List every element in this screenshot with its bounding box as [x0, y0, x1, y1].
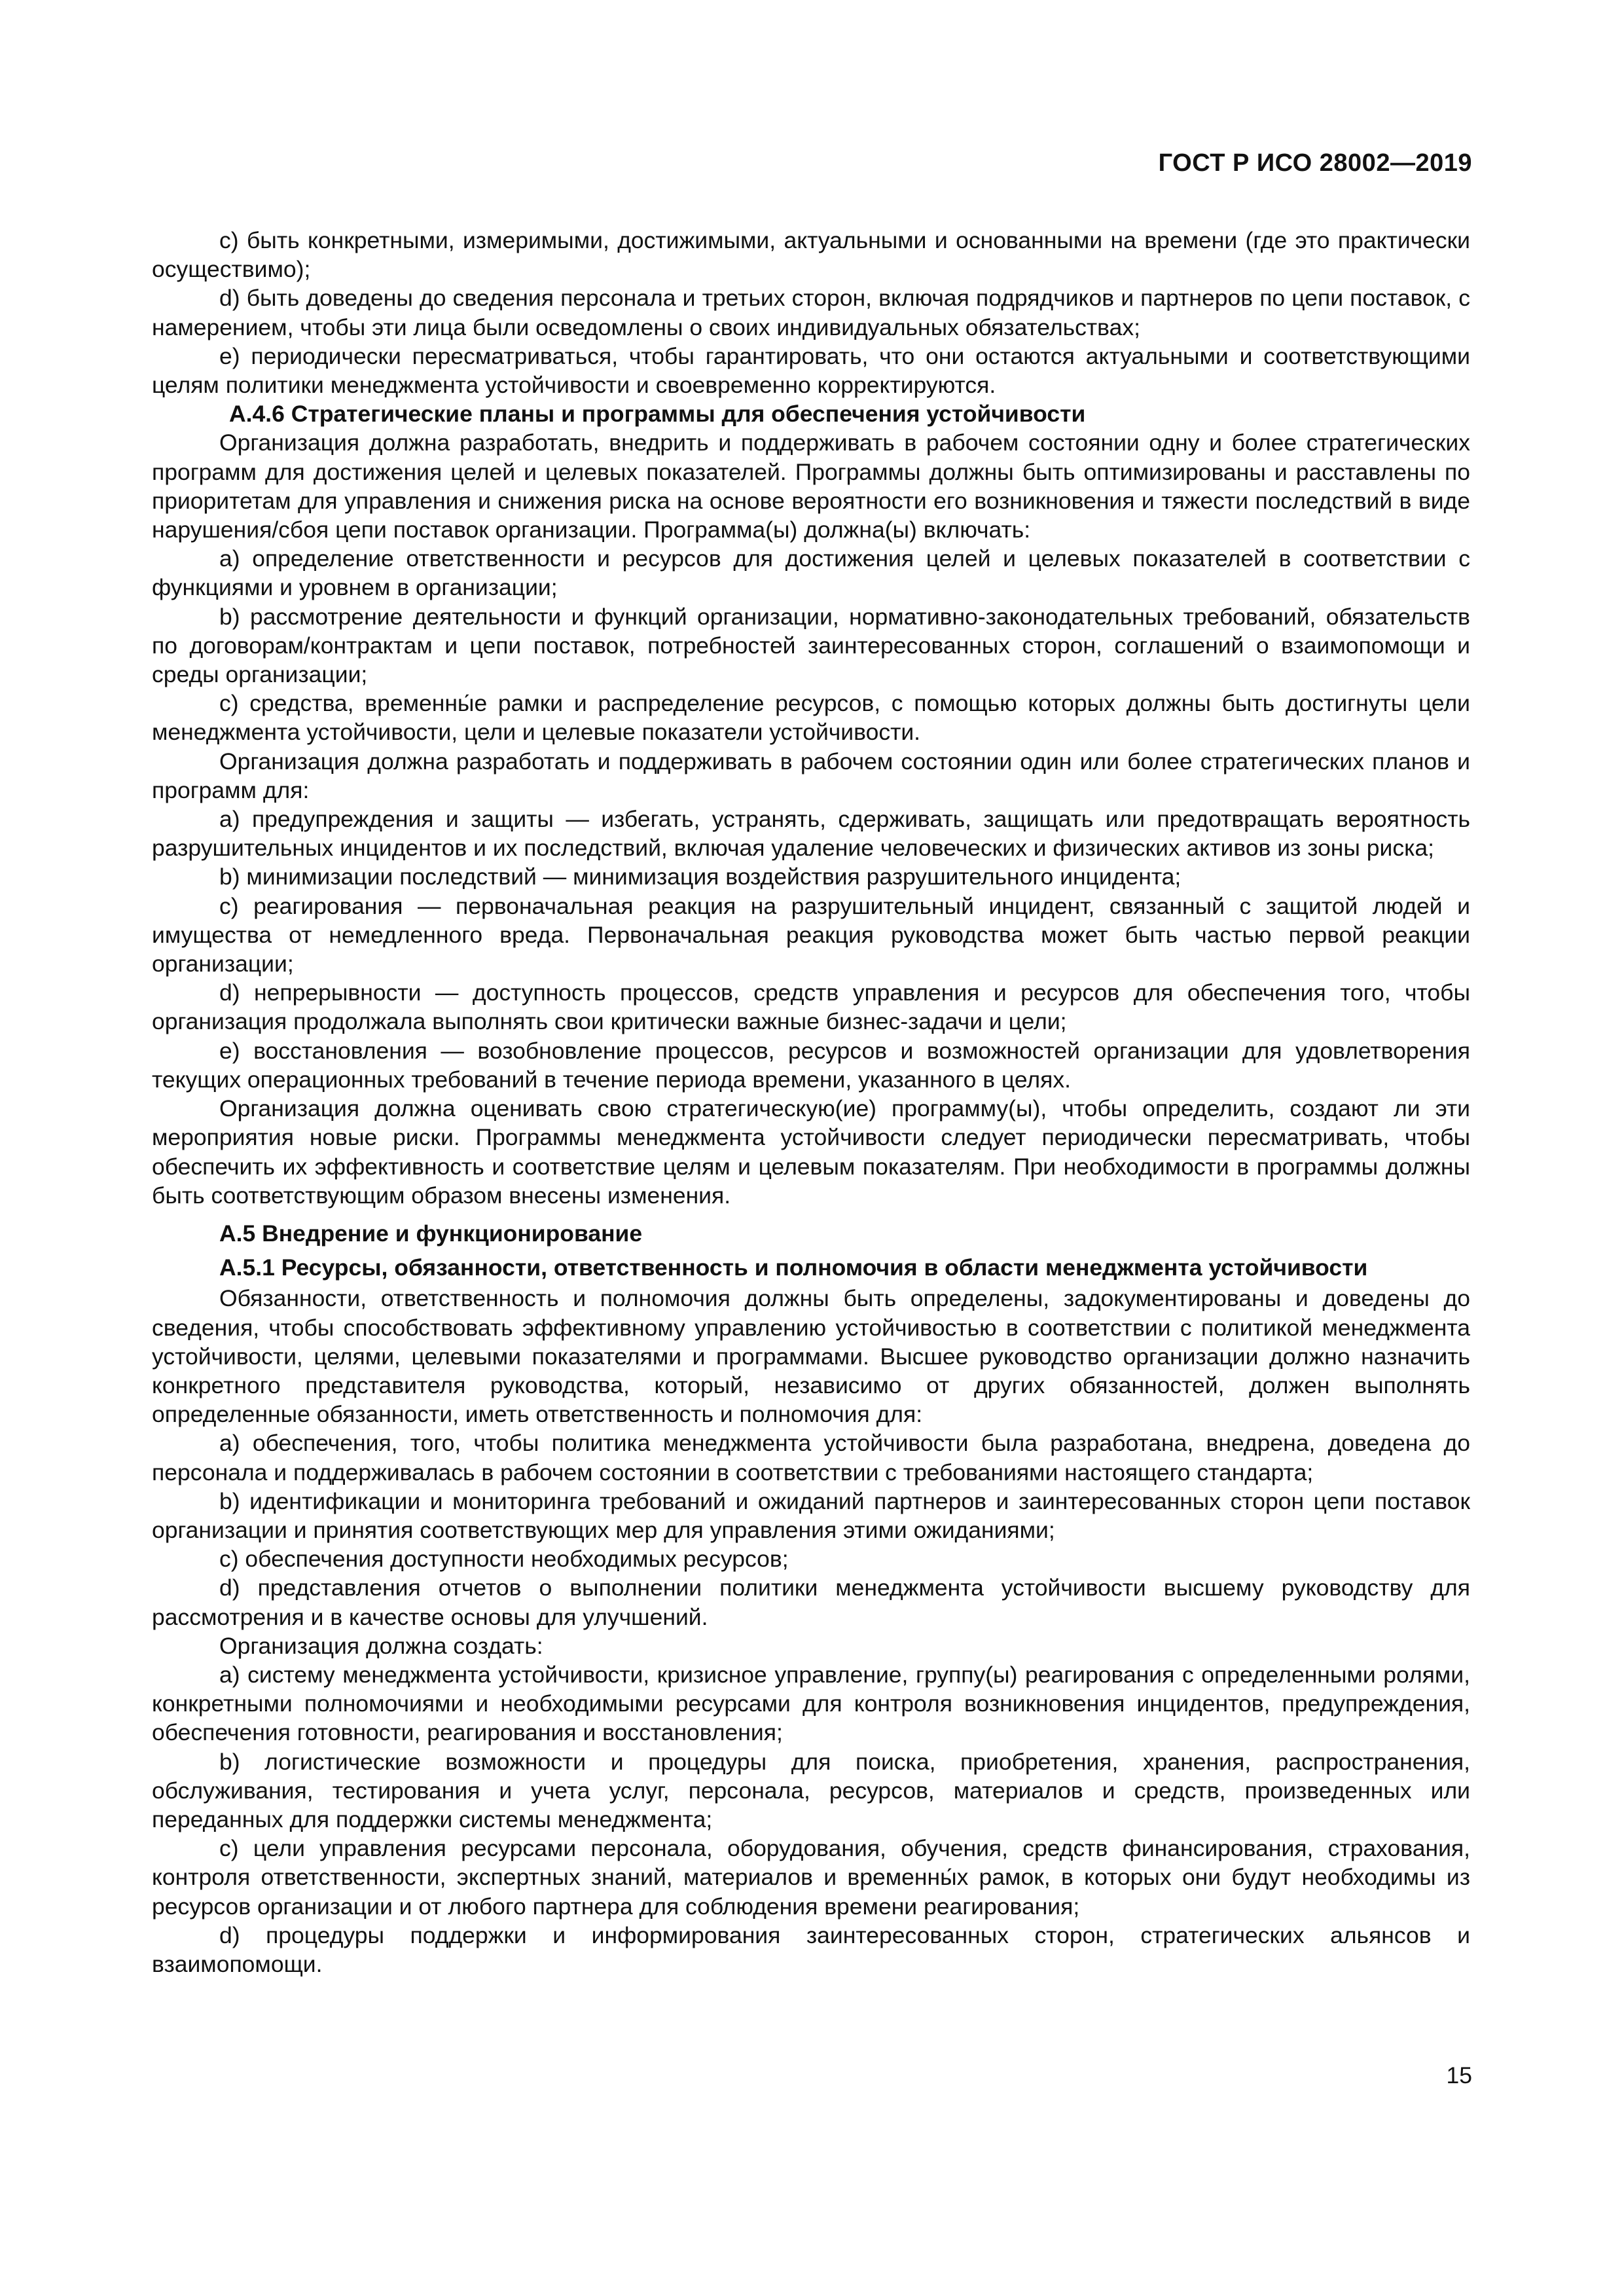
page-number: 15	[1446, 2062, 1472, 2088]
section-heading-a-5-1: А.5.1 Ресурсы, обязанности, ответственность и полномочия в области менеджмента устойчивости	[219, 1254, 1368, 1281]
list-item-c: c) быть конкретными, измеримыми, достижимыми, актуальными и основанными на времени (где это практически осуществимо);	[152, 227, 1470, 283]
body-paragraph: Организация должна создать:	[219, 1632, 543, 1659]
list-item-c: c) цели управления ресурсами персонала, оборудования, обучения, средств финансирования, страхования, контроля ответственности, экспертных знаний, материалов и временны́х рамок, в которых они будут необходимы из ресурсов организации и от любого партнера для соблюдения времени реагирования;	[152, 1835, 1470, 1920]
list-item-e: e) периодически пересматриваться, чтобы гарантировать, что они остаются актуальными и соответствующими целям политики менеджмента устойчивости и своевременно корректируются.	[152, 342, 1470, 399]
list-item-c: c) средства, временны́е рамки и распределение ресурсов, с помощью которых должны быть достигнуты цели менеджмента устойчивости, цели и целевые показатели устойчивости.	[152, 690, 1470, 746]
body-paragraph: Организация должна оценивать свою стратегическую(ие) программу(ы), чтобы определить, создают ли эти мероприятия новые риски. Программы менеджмента устойчивости следует периодически пересматривать, чтобы обеспечить их эффективность и соответствие целям и целевым показателям. При необходимости в программы должны быть соответствующим образом внесены изменения.	[152, 1095, 1470, 1209]
document-header-id: ГОСТ Р ИСО 28002—2019	[1158, 149, 1472, 177]
list-item-b: b) логистические возможности и процедуры для поиска, приобретения, хранения, распространения, обслуживания, тестирования и учета услуг, персонала, ресурсов, материалов и средств, произведенных или переданных для поддержки системы менеджмента;	[152, 1748, 1470, 1832]
list-item-d: d) представления отчетов о выполнении политики менеджмента устойчивости высшему руководству для рассмотрения и в качестве основы для улучшений.	[152, 1575, 1470, 1630]
list-item-e: e) восстановления — возобновление процессов, ресурсов и возможностей организации для удовлетворения текущих операционных требований в течение периода времени, указанного в целях.	[152, 1037, 1470, 1093]
list-item-a: a) систему менеджмента устойчивости, кризисное управление, группу(ы) реагирования с определенными ролями, конкретными полномочиями и необходимыми ресурсами для контроля возникновения инцидентов, предупреждения, обеспечения готовности, реагирования и восстановления;	[152, 1661, 1470, 1746]
list-item-d: d) быть доведены до сведения персонала и третьих сторон, включая подрядчиков и партнеров по цепи поставок, с намерением, чтобы эти лица были осведомлены о своих индивидуальных обязательствах;	[152, 285, 1470, 340]
page-content	[152, 226, 1470, 1978]
list-item-d: d) процедуры поддержки и информирования заинтересованных сторон, стратегических альянсов и взаимопомощи.	[152, 1922, 1470, 1977]
body-paragraph: Организация должна разработать, внедрить и поддерживать в рабочем состоянии одну и более стратегических программ для достижения целей и целевых показателей. Программы должны быть оптимизированы и расставлены по приоритетам для управления и снижения риска на основе вероятности его возникновения и тяжести последствий в виде нарушения/сбоя цепи поставок организации. Программа(ы) должна(ы) включать:	[152, 429, 1470, 543]
list-item-a: a) определение ответственности и ресурсов для достижения целей и целевых показателей в соответствии с функциями и уровнем в организации;	[152, 545, 1470, 601]
list-item-b: b) идентификации и мониторинга требований и ожиданий партнеров и заинтересованных сторон цепи поставок организации и принятия соответствующих мер для управления этими ожиданиями;	[152, 1487, 1470, 1543]
section-heading-a-5: А.5 Внедрение и функционирование	[219, 1220, 643, 1247]
section-heading-a-4-6: А.4.6 Стратегические планы и программы для обеспечения устойчивости	[229, 401, 1086, 428]
body-paragraph: Организация должна разработать и поддерживать в рабочем состоянии один или более стратегических планов и программ для:	[152, 748, 1470, 803]
list-item-d: d) непрерывности — доступность процессов, средств управления и ресурсов для обеспечения того, чтобы организация продолжала выполнять свои критически важные бизнес-задачи и цели;	[152, 979, 1470, 1035]
list-item-a: a) предупреждения и защиты — избегать, устранять, сдерживать, защищать или предотвращать вероятность разрушительных инцидентов и их последствий, включая удаление человеческих и физических активов из зоны риска;	[152, 806, 1470, 862]
list-item-c: c) реагирования — первоначальная реакция на разрушительный инцидент, связанный с защитой людей и имущества от немедленного вреда. Первоначальная реакция руководства может быть частью первой реакции организации;	[152, 892, 1470, 977]
list-item-a: a) обеспечения, того, чтобы политика менеджмента устойчивости была разработана, внедрена, доведена до персонала и поддерживалась в рабочем состоянии в соответствии с требованиями настоящего стандарта;	[152, 1430, 1470, 1485]
body-paragraph: Обязанности, ответственность и полномочия должны быть определены, задокументированы и доведены до сведения, чтобы способствовать эффективному управлению устойчивостью в соответствии с политикой менеджмента устойчивости, целями, целевыми показателями и программами. Высшее руководство организации должно назначить конкретного представителя руководства, который, независимо от других обязанностей, должен выполнять определенные обязанности, иметь ответственность и полномочия для:	[152, 1285, 1470, 1428]
list-item-b: b) минимизации последствий — минимизация воздействия разрушительного инцидента;	[219, 864, 1182, 890]
list-item-b: b) рассмотрение деятельности и функций организации, нормативно-законодательных требований, обязательств по договорам/контрактам и цепи поставок, потребностей заинтересованных сторон, соглашений о взаимопомощи и среды организации;	[152, 603, 1470, 688]
list-item-c: c) обеспечения доступности необходимых ресурсов;	[219, 1546, 789, 1573]
